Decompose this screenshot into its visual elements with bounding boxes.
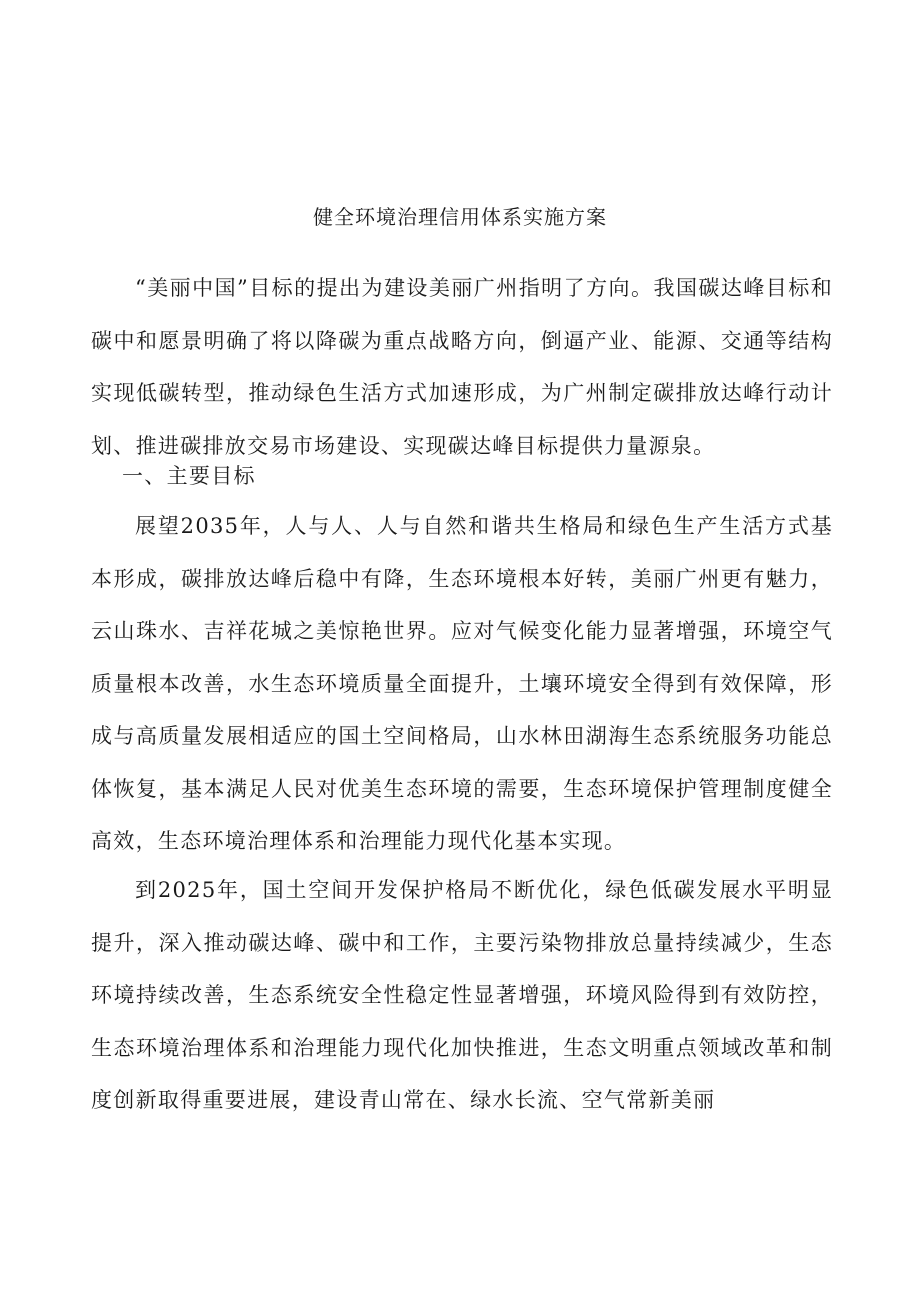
section-heading: 一、主要目标 [122,464,256,488]
paragraph-2025-goals: 到2025年，国土空间开发保护格局不断优化，绿色低碳发展水平明显提升，深入推动碳达峰、碳中和工作，主要污染物排放总量持续减少，生态环境持续改善，生态系统安全性稳定性显著增强，环境风险得到有效防控，生态环境治理体系和治理能力现代化加快推进，生态文明重点领域改革和制度创新取得重要进展，建设青山常在、绿水长流、空气常新美丽 [91,878,833,1112]
document-title: 健全环境治理信用体系实施方案 [313,205,607,229]
intro-paragraph: “美丽中国”目标的提出为建设美丽广州指明了方向。我国碳达峰目标和碳中和愿景明确了将以降碳为重点战略方向，倒逼产业、能源、交通等结构实现低碳转型，推动绿色生活方式加速形成，为广州制定碳排放达峰行动计划、推进碳排放交易市场建设、实现碳达峰目标提供力量源泉。 [91,276,833,458]
paragraph-2035-vision: 展望2035年，人与人、人与自然和谐共生格局和绿色生产生活方式基本形成，碳排放达峰后稳中有降，生态环境根本好转，美丽广州更有魅力，云山珠水、吉祥花城之美惊艳世界。应对气候变化能力显著增强，环境空气质量根本改善，水生态环境质量全面提升，土壤环境安全得到有效保障，形成与高质量发展相适应的国土空间格局，山水林田湖海生态系统服务功能总体恢复，基本满足人民对优美生态环境的需要，生态环境保护管理制度健全高效，生态环境治理体系和治理能力现代化基本实现。 [91,514,833,853]
